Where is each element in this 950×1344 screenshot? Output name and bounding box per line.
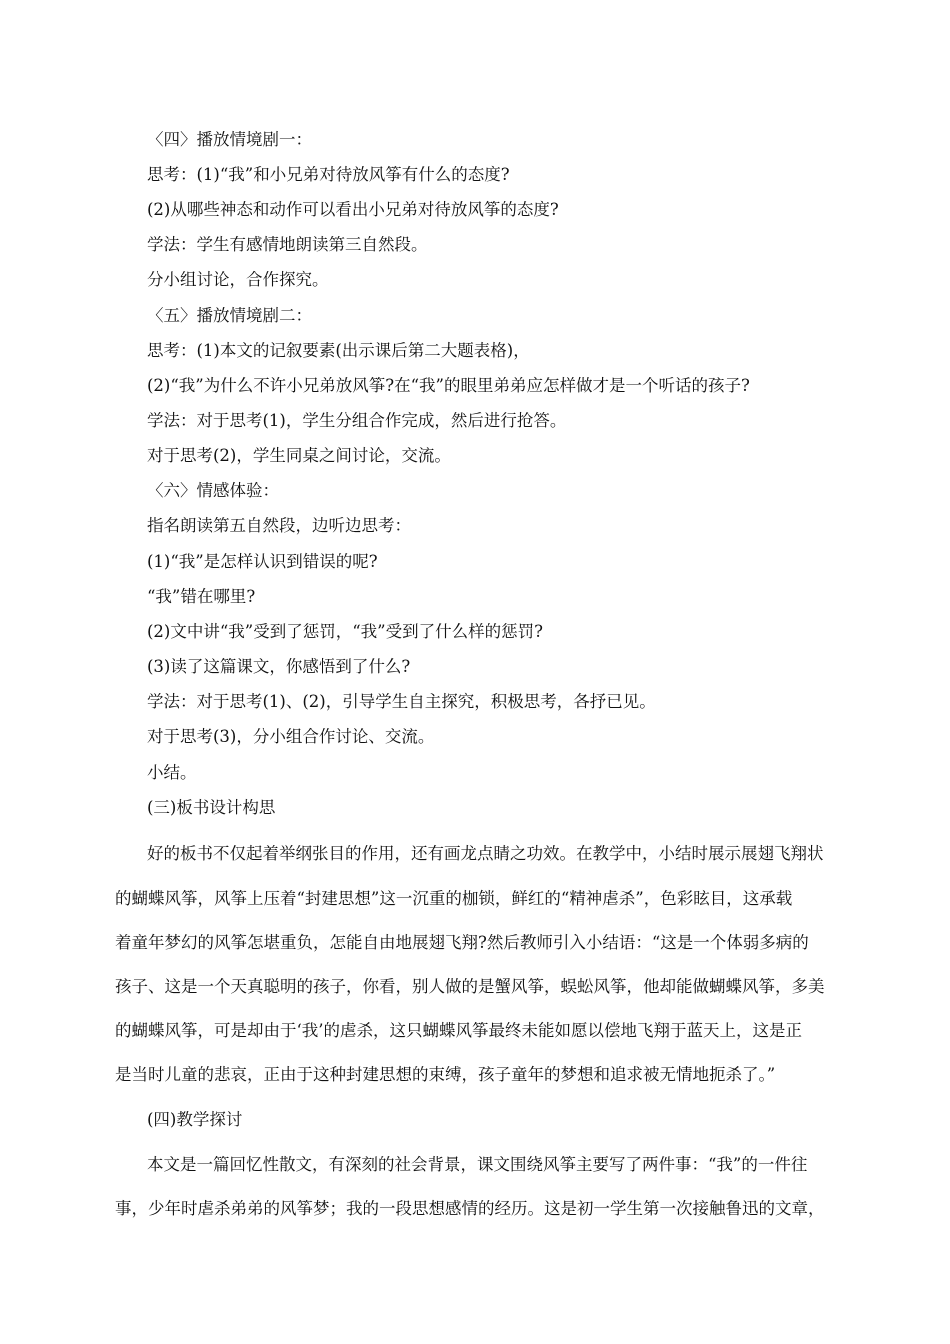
text-line: 对于思考(3)，分小组合作讨论、交流。 [147, 727, 435, 746]
section-heading-5: 〈五〉播放情境剧二： [147, 306, 312, 325]
section-heading-4b: (四)教学探讨 [147, 1110, 243, 1129]
text-line: 指名朗读第五自然段，边听边思考： [147, 516, 411, 535]
text-line: 学法：对于思考(1)、(2)，引导学生自主探究，积极思考，各抒已见。 [147, 692, 656, 711]
text-line: 对于思考(2)，学生同桌之间讨论，交流。 [147, 446, 451, 465]
text-line: (2)“我”为什么不许小兄弟放风筝?在“我”的眼里弟弟应怎样做才是一个听话的孩子? [147, 376, 750, 395]
paragraph-line: 事，少年时虐杀弟弟的风筝梦；我的一段思想感情的经历。这是初一学生第一次接触鲁迅的文章， [115, 1199, 825, 1218]
section-heading-4: 〈四〉播放情境剧一： [147, 130, 312, 149]
text-line: 学法：对于思考(1)，学生分组合作完成，然后进行抢答。 [147, 411, 567, 430]
section-heading-3: (三)板书设计构思 [147, 798, 276, 817]
paragraph-line: 的蝴蝶风筝，可是却由于‘我’的虐杀，这只蝴蝶风筝最终未能如愿以偿地飞翔于蓝天上，这是正 [115, 1021, 802, 1040]
paragraph-line: 孩子、这是一个天真聪明的孩子，你看，别人做的是蟹风筝，蜈蚣风筝，他却能做蝴蝶风筝，多美 [115, 977, 825, 996]
paragraph-line: 本文是一篇回忆性散文，有深刻的社会背景，课文围绕风筝主要写了两件事：“我”的一件往 [147, 1155, 808, 1174]
text-line: 分小组讨论，合作探究。 [147, 270, 329, 289]
text-line: 思考：(1)本文的记叙要素(出示课后第二大题表格)， [147, 341, 530, 360]
text-line: 学法：学生有感情地朗读第三自然段。 [147, 235, 428, 254]
paragraph-line: 是当时儿童的悲哀，正由于这种封建思想的束缚，孩子童年的梦想和追求被无情地扼杀了。” [115, 1065, 776, 1084]
text-line: (2)从哪些神态和动作可以看出小兄弟对待放风筝的态度? [147, 200, 559, 219]
text-line: (1)“我”是怎样认识到错误的呢? [147, 552, 378, 571]
paragraph-line: 的蝴蝶风筝，风筝上压着“封建思想”这一沉重的枷锁，鲜红的“精神虐杀”，色彩眩目，这承载 [115, 889, 793, 908]
text-line: (3)读了这篇课文，你感悟到了什么? [147, 657, 411, 676]
text-line: 思考：(1)“我”和小兄弟对待放风筝有什么的态度? [147, 165, 510, 184]
text-line: “我”错在哪里? [147, 587, 256, 606]
section-heading-6: 〈六〉情感体验： [147, 481, 279, 500]
paragraph-line: 着童年梦幻的风筝怎堪重负，怎能自由地展翅飞翔?然后教师引入小结语：“这是一个体弱多病的 [115, 933, 809, 952]
paragraph-line: 好的板书不仅起着举纲张目的作用，还有画龙点睛之功效。在教学中，小结时展示展翅飞翔状 [147, 844, 824, 863]
text-line: (2)文中讲“我”受到了惩罚，“我”受到了什么样的惩罚? [147, 622, 543, 641]
text-line: 小结。 [147, 763, 197, 782]
